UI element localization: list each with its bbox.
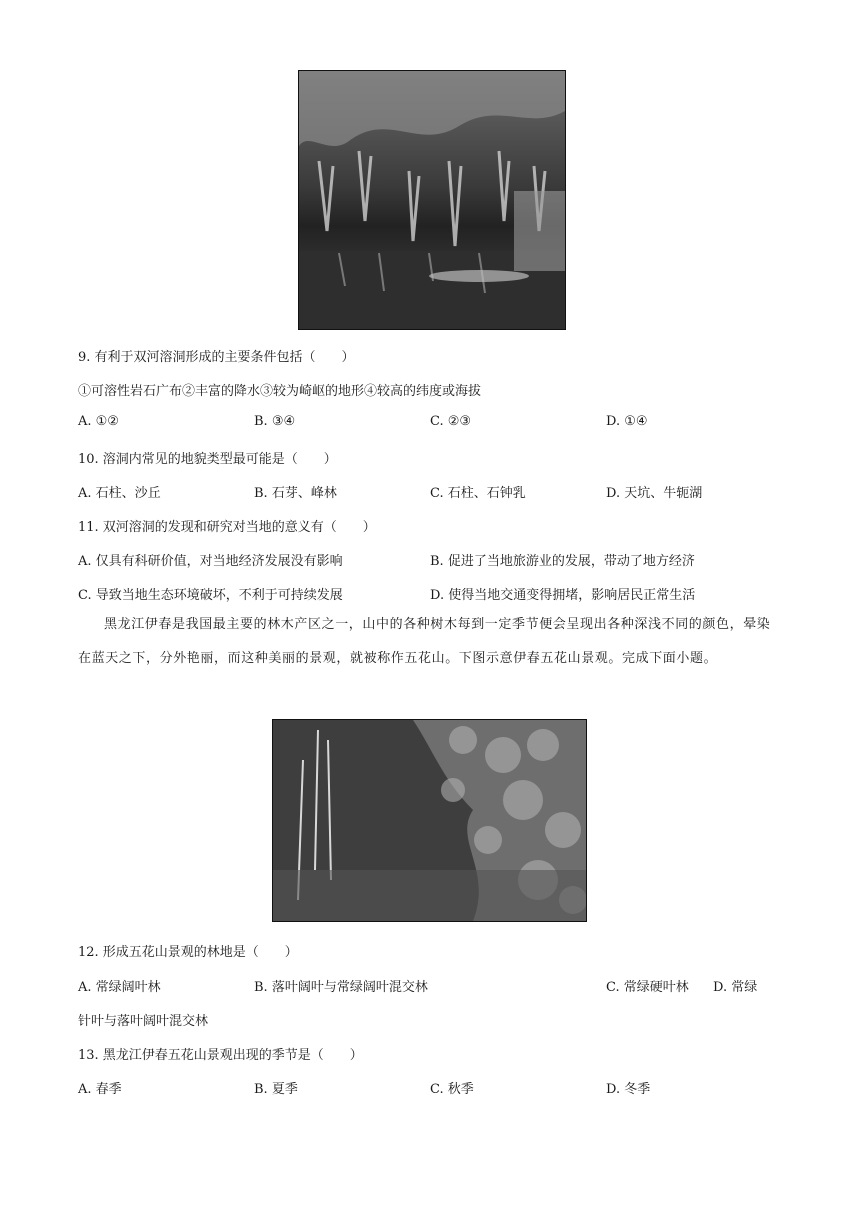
question-10-option-b: B. 石芽、峰林: [254, 486, 337, 501]
question-12-option-a: A. 常绿阔叶林: [78, 980, 161, 995]
question-9-option-d: D. ①④: [606, 414, 648, 429]
question-11-option-a: A. 仅具有科研价值，对当地经济发展没有影响: [78, 554, 343, 569]
question-11-option-c: C. 导致当地生态环境破坏，不利于可持续发展: [78, 588, 343, 603]
cave-photo-icon: [299, 71, 565, 329]
question-13-option-b: B. 夏季: [254, 1082, 298, 1097]
question-9-stem: 9. 有利于双河溶洞形成的主要条件包括（ ）: [78, 350, 355, 365]
forest-photo-icon: [273, 720, 586, 921]
question-9-option-b: B. ③④: [254, 414, 296, 429]
question-13-option-a: A. 春季: [78, 1082, 122, 1097]
question-9-option-a: A. ①②: [78, 414, 119, 429]
question-12-option-c: C. 常绿硬叶林: [606, 980, 689, 995]
question-13-stem: 13. 黑龙江伊春五花山景观出现的季节是（ ）: [78, 1048, 363, 1063]
question-11-option-b: B. 促进了当地旅游业的发展，带动了地方经济: [430, 554, 695, 569]
question-10-option-c: C. 石柱、石钟乳: [430, 486, 526, 501]
reading-passage: [78, 608, 783, 676]
question-11-option-d: D. 使得当地交通变得拥堵，影响居民正常生活: [430, 588, 696, 603]
passage-text: 黑龙江伊春是我国最主要的林木产区之一，山中的各种树木每到一定季节便会呈现出各种深浅不同的颜色，晕染在蓝天之下，分外艳丽，而这种美丽的景观，就被称作五花山。下图示意伊春五花山景观。完成下面小题。: [78, 617, 771, 666]
question-9-option-c: C. ②③: [430, 414, 472, 429]
question-10-option-d: D. 天坑、牛轭湖: [606, 486, 703, 501]
question-12-option-b: B. 落叶阔叶与常绿阔叶混交林: [254, 980, 428, 995]
question-12-option-d-continued: 针叶与落叶阔叶混交林: [78, 1014, 209, 1029]
question-12-option-d: D. 常绿: [713, 980, 758, 995]
question-13-option-c: C. 秋季: [430, 1082, 474, 1097]
question-9-conditions: ①可溶性岩石广布②丰富的降水③较为崎岖的地形④较高的纬度或海拔: [78, 384, 482, 399]
question-13-option-d: D. 冬季: [606, 1082, 651, 1097]
question-12-stem: 12. 形成五花山景观的林地是（ ）: [78, 945, 298, 960]
question-10-stem: 10. 溶洞内常见的地貌类型最可能是（ ）: [78, 452, 337, 467]
question-11-stem: 11. 双河溶洞的发现和研究对当地的意义有（ ）: [78, 520, 376, 535]
question-10-option-a: A. 石柱、沙丘: [78, 486, 161, 501]
cave-photo: [298, 70, 566, 330]
forest-photo: [272, 719, 587, 922]
